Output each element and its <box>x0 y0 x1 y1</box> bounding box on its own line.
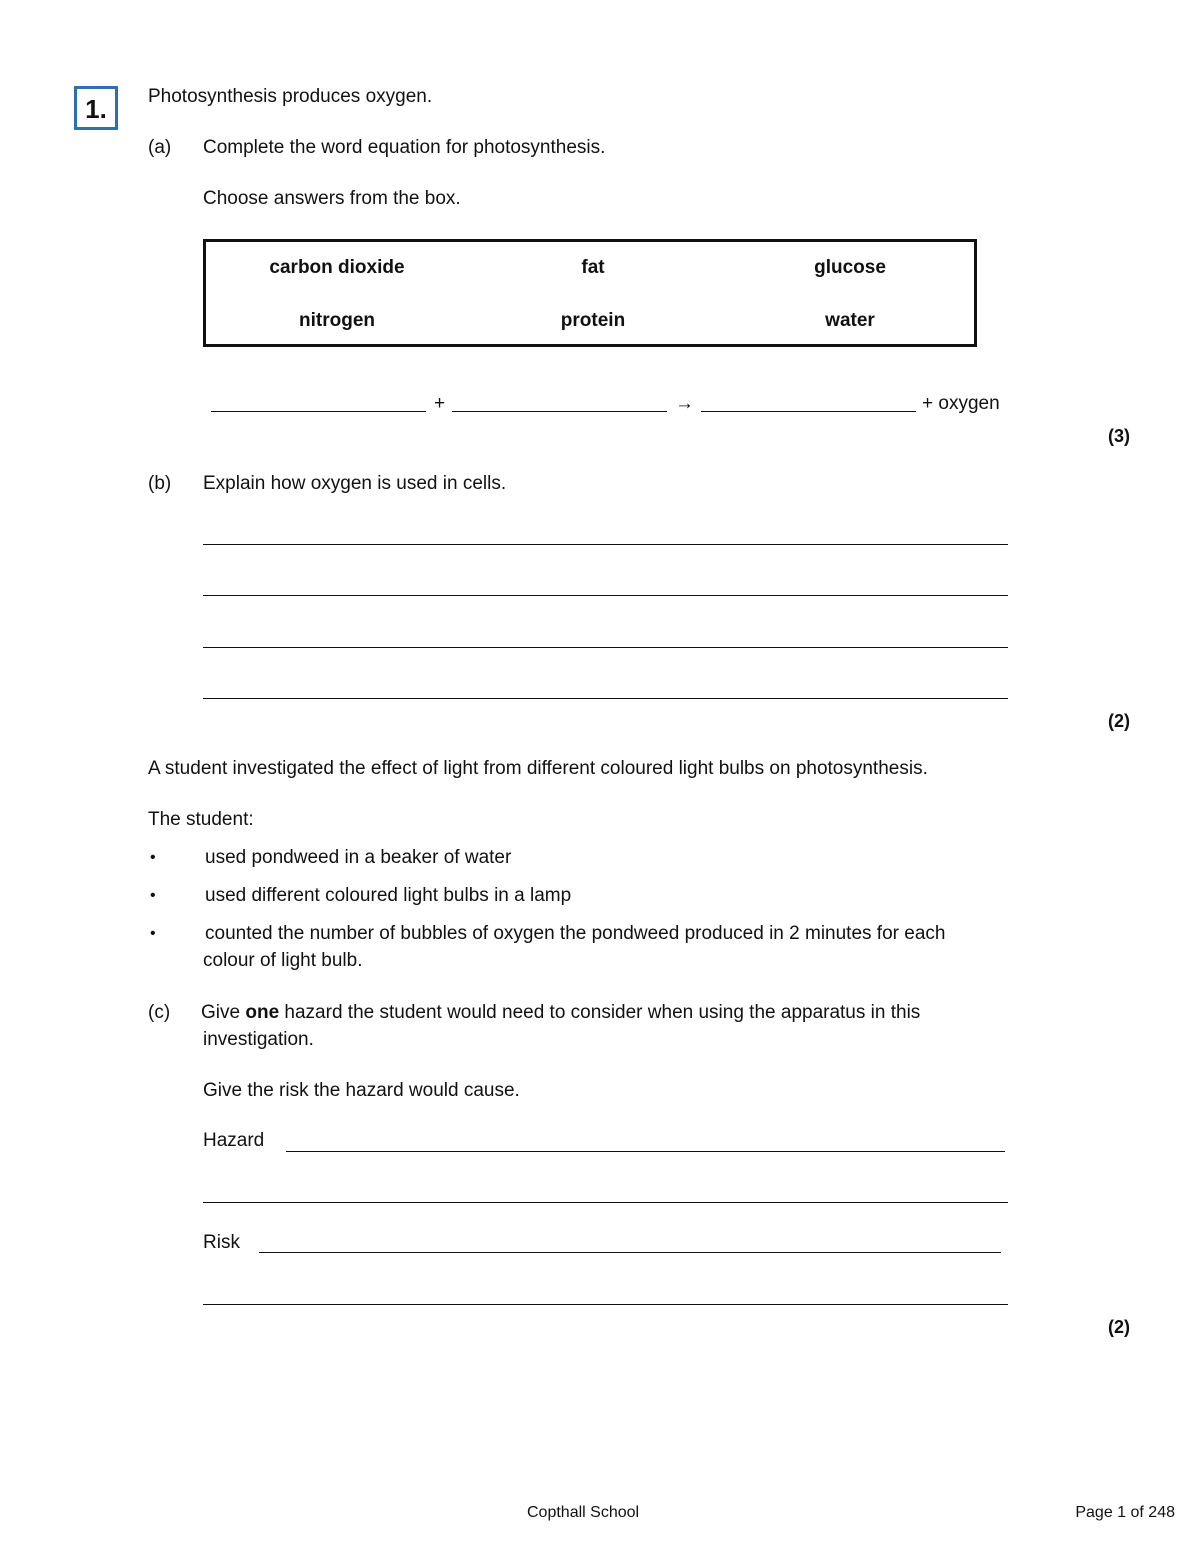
part-b-text: Explain how oxygen is used in cells. <box>203 473 507 494</box>
answer-line[interactable] <box>203 595 1008 596</box>
equation-plus: + <box>434 393 446 414</box>
hazard-label: Hazard <box>203 1130 265 1151</box>
equation-tail: + oxygen <box>922 393 1000 414</box>
box-word: water <box>825 310 875 331</box>
answer-line[interactable] <box>203 698 1008 699</box>
answer-line[interactable] <box>203 647 1008 648</box>
box-word: nitrogen <box>299 310 375 331</box>
hazard-answer-line[interactable] <box>286 1151 1005 1152</box>
part-a-instruction: Choose answers from the box. <box>203 188 461 209</box>
part-b-label: (b) <box>148 473 172 494</box>
word-choice-box <box>203 239 977 347</box>
part-a-text: Complete the word equation for photosynthesis. <box>203 137 606 158</box>
part-a-label: (a) <box>148 137 172 158</box>
answer-line[interactable] <box>203 544 1008 545</box>
box-word: glucose <box>814 257 886 278</box>
student-intro: The student: <box>148 809 254 830</box>
bullet-item: used different coloured light bulbs in a lamp <box>205 885 572 906</box>
part-c-text <box>201 1002 920 1024</box>
part-c-label: (c) <box>148 1002 171 1023</box>
part-c-marks: (2) <box>1108 1317 1130 1337</box>
part-b-marks: (2) <box>1108 711 1130 731</box>
risk-answer-line[interactable] <box>259 1252 1001 1253</box>
footer-school: Copthall School <box>527 1504 640 1521</box>
investigation-context: A student investigated the effect of light from different coloured light bulbs on photosynthesis. <box>148 758 928 779</box>
hazard-answer-line-2[interactable] <box>203 1202 1008 1203</box>
bullet-dot: • <box>150 925 156 942</box>
box-word: protein <box>560 310 626 331</box>
question-number-box: 1. <box>74 86 118 130</box>
bullet-item-continued: colour of light bulb. <box>203 950 363 971</box>
bullet-dot: • <box>150 887 156 904</box>
equation-arrow: → <box>675 393 694 414</box>
part-a-marks: (3) <box>1108 426 1130 446</box>
equation-blank-2[interactable] <box>452 411 667 412</box>
question-intro: Photosynthesis produces oxygen. <box>148 86 433 107</box>
part-c-instruction: Give the risk the hazard would cause. <box>203 1080 520 1101</box>
risk-answer-line-2[interactable] <box>203 1304 1008 1305</box>
footer-page-number: Page 1 of 248 <box>1075 1504 1175 1521</box>
box-word: carbon dioxide <box>269 257 405 278</box>
part-c-text-after: hazard the student would need to consider when using the apparatus in this <box>284 1002 921 1023</box>
equation-blank-3[interactable] <box>701 411 916 412</box>
equation-blank-1[interactable] <box>211 411 426 412</box>
part-c-text-line2: investigation. <box>203 1029 314 1050</box>
box-word: fat <box>581 257 605 278</box>
bullet-item: counted the number of bubbles of oxygen the pondweed produced in 2 minutes for each <box>205 923 946 944</box>
bullet-dot: • <box>150 849 156 866</box>
bullet-item: used pondweed in a beaker of water <box>205 847 512 868</box>
part-c-text-before: Give <box>201 1002 241 1023</box>
part-c-text-bold: one <box>245 1002 280 1023</box>
risk-label: Risk <box>203 1232 240 1253</box>
